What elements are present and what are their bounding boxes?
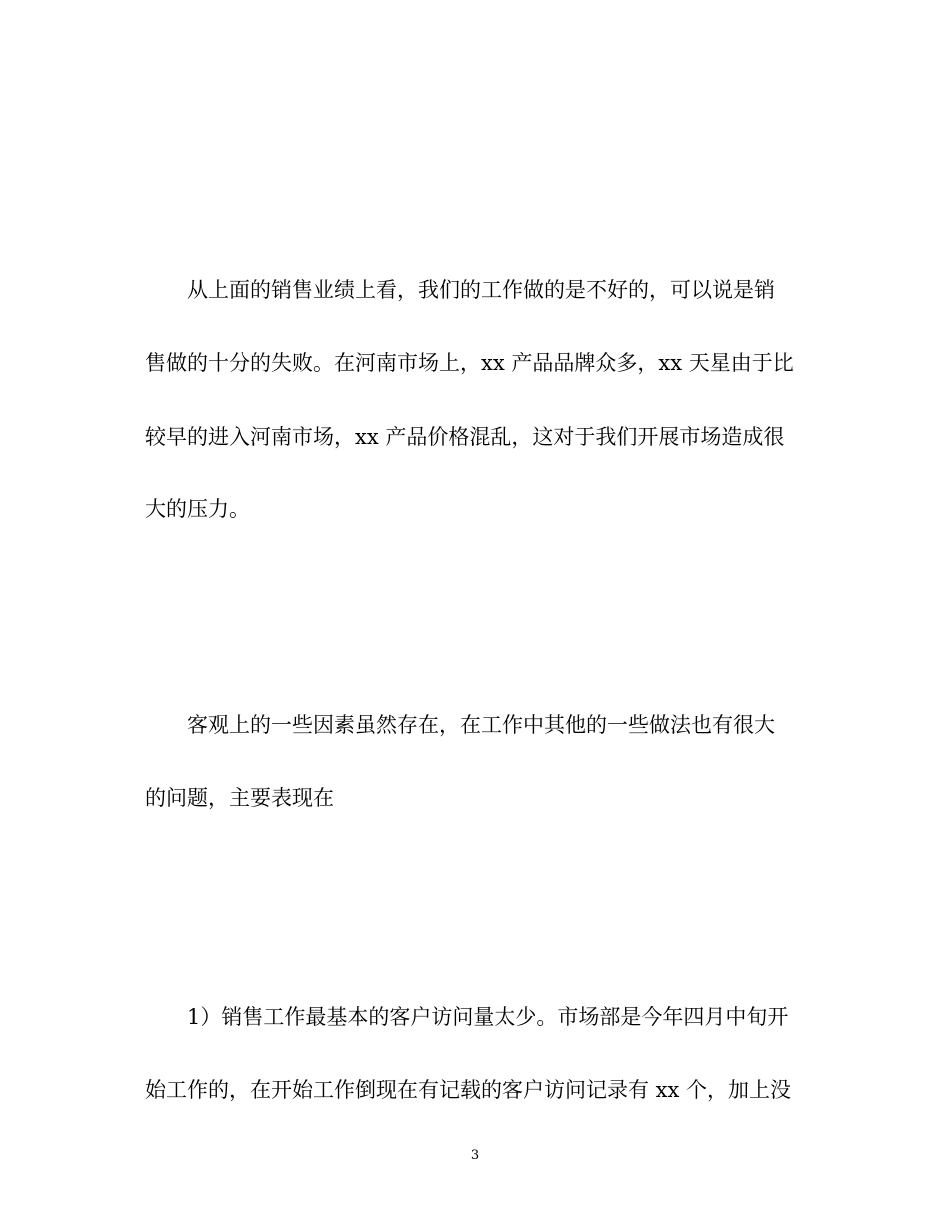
paragraph-1-line-4: 大的压力。 (145, 497, 250, 521)
paragraph-1-line-3: 较早的进入河南市场，xx 产品价格混乱，这对于我们开展市场造成很 (145, 425, 785, 449)
paragraph-3-line-1: 1）销售工作最基本的客户访问量太少。市场部是今年四月中旬开 (187, 1005, 789, 1029)
paragraph-1-line-1: 从上面的销售业绩上看，我们的工作做的是不好的，可以说是销 (187, 278, 775, 302)
paragraph-3-line-2: 始工作的，在开始工作倒现在有记载的客户访问记录有 xx 个，加上没 (145, 1078, 792, 1102)
paragraph-2-line-2: 的问题，主要表现在 (145, 786, 334, 810)
paragraph-1-line-2: 售做的十分的失败。在河南市场上，xx 产品品牌众多，xx 天星由于比 (145, 351, 794, 375)
paragraph-2-line-1: 客观上的一些因素虽然存在，在工作中其他的一些做法也有很大 (187, 713, 775, 737)
page-number: 3 (470, 1148, 480, 1163)
